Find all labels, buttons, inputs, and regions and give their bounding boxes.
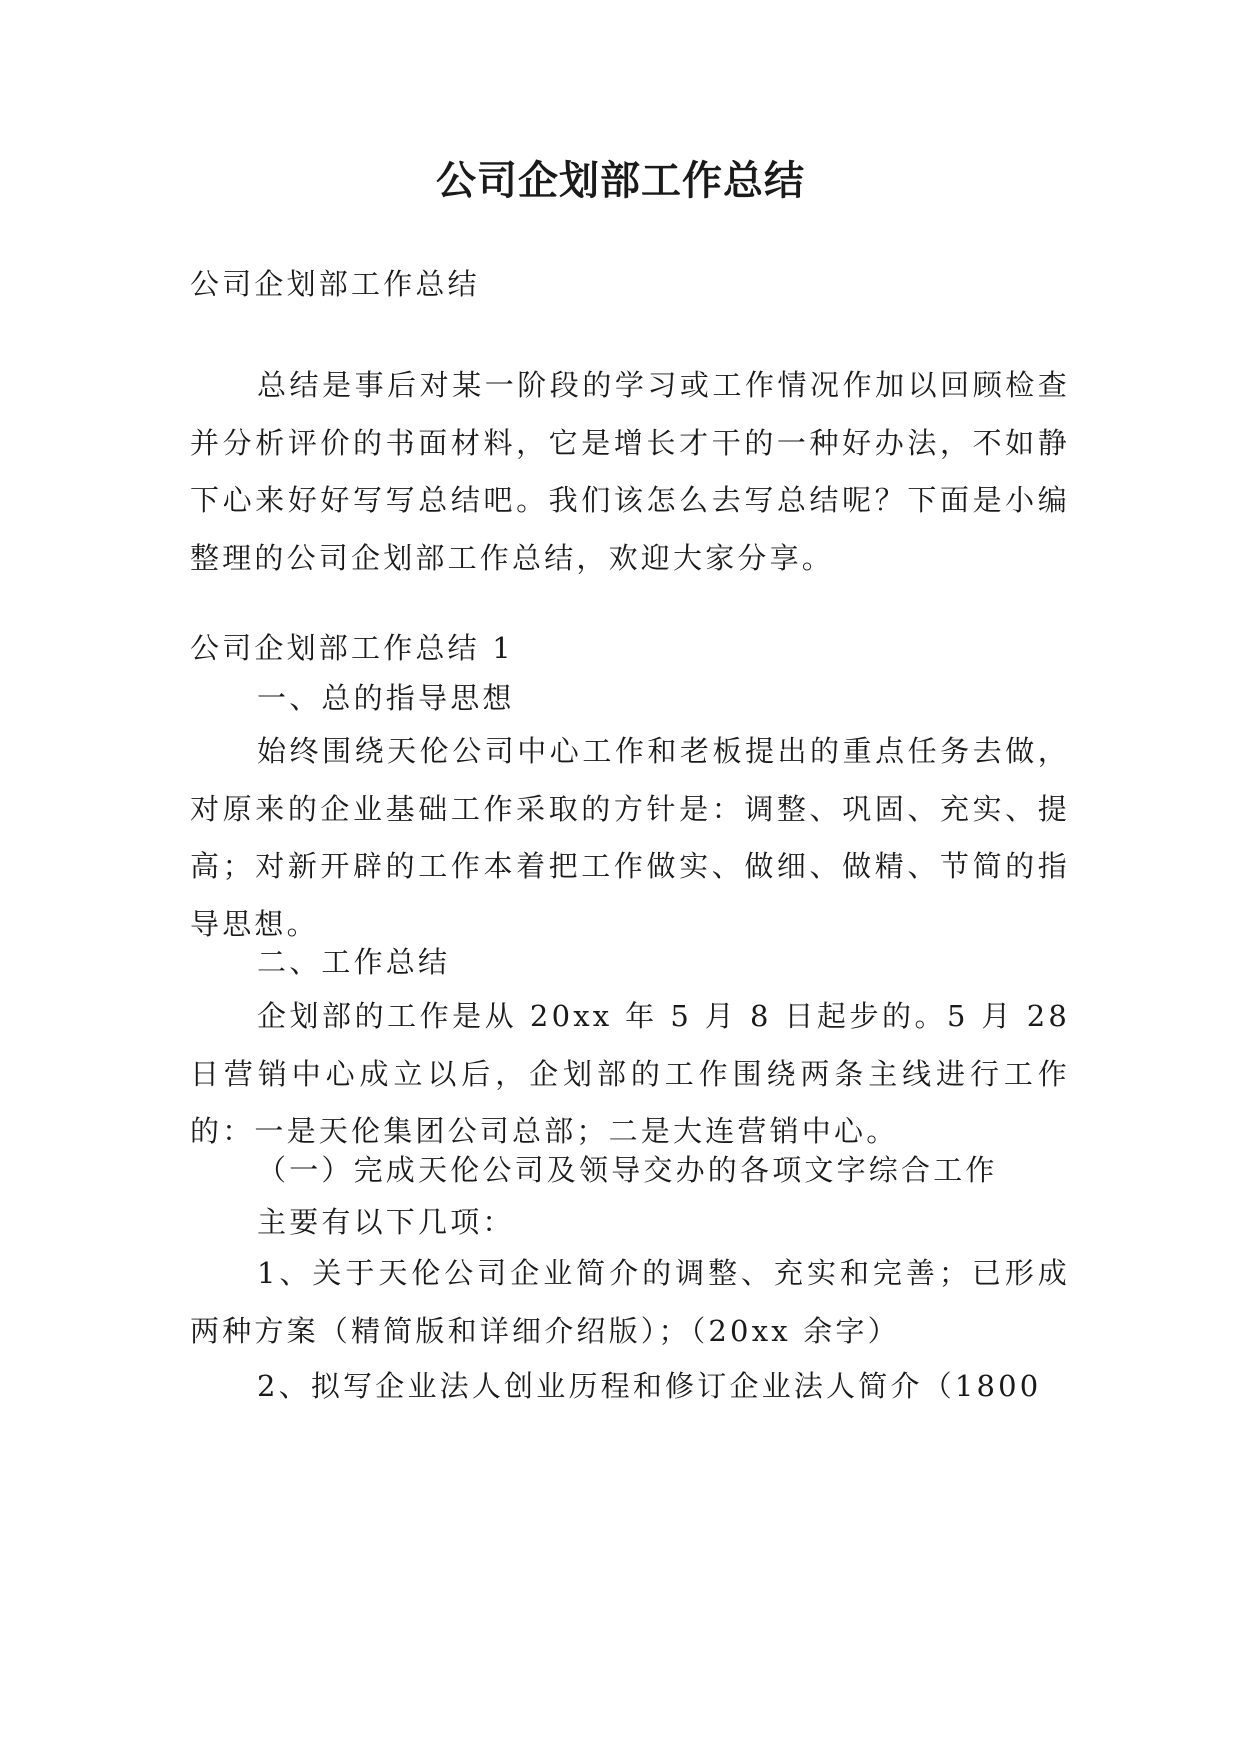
section-heading-1: 公司企划部工作总结 1 bbox=[190, 631, 514, 665]
list-item-2: 2、拟写企业法人创业历程和修订企业法人简介（1800 bbox=[257, 1369, 1042, 1403]
item-group-heading: （一）完成天伦公司及领导交办的各项文字综合工作 bbox=[257, 1153, 998, 1187]
part-heading-guiding-thought: 一、总的指导思想 bbox=[257, 681, 515, 715]
document-title: 公司企划部工作总结 bbox=[436, 158, 805, 204]
item-intro: 主要有以下几项： bbox=[257, 1205, 515, 1239]
list-item-1: 1、关于天伦公司企业简介的调整、充实和完善；已形成两种方案（精简版和详细介绍版）；（20xx 余字） bbox=[190, 1256, 1070, 1348]
part-heading-work-summary: 二、工作总结 bbox=[257, 945, 451, 979]
guiding-thought-paragraph: 始终围绕天伦公司中心工作和老板提出的重点任务去做，对原来的企业基础工作采取的方针是：调整、巩固、充实、提高；对新开辟的工作本着把工作做实、做细、做精、节简的指导思想。 bbox=[190, 734, 1070, 941]
work-summary-paragraph: 企划部的工作是从 20xx 年 5 月 8 日起步的。5 月 28 日营销中心成立以后，企划部的工作围绕两条主线进行工作的：一是天伦集团公司总部；二是大连营销中心。 bbox=[190, 999, 1070, 1148]
intro-paragraph: 总结是事后对某一阶段的学习或工作情况作加以回顾检查并分析评价的书面材料，它是增长才干的一种好办法，不如静下心来好好写写总结吧。我们该怎么去写总结呢？下面是小编整理的公司企划部工作总结，欢迎大家分享。 bbox=[190, 368, 1070, 575]
document-subtitle: 公司企划部工作总结 bbox=[190, 267, 480, 301]
